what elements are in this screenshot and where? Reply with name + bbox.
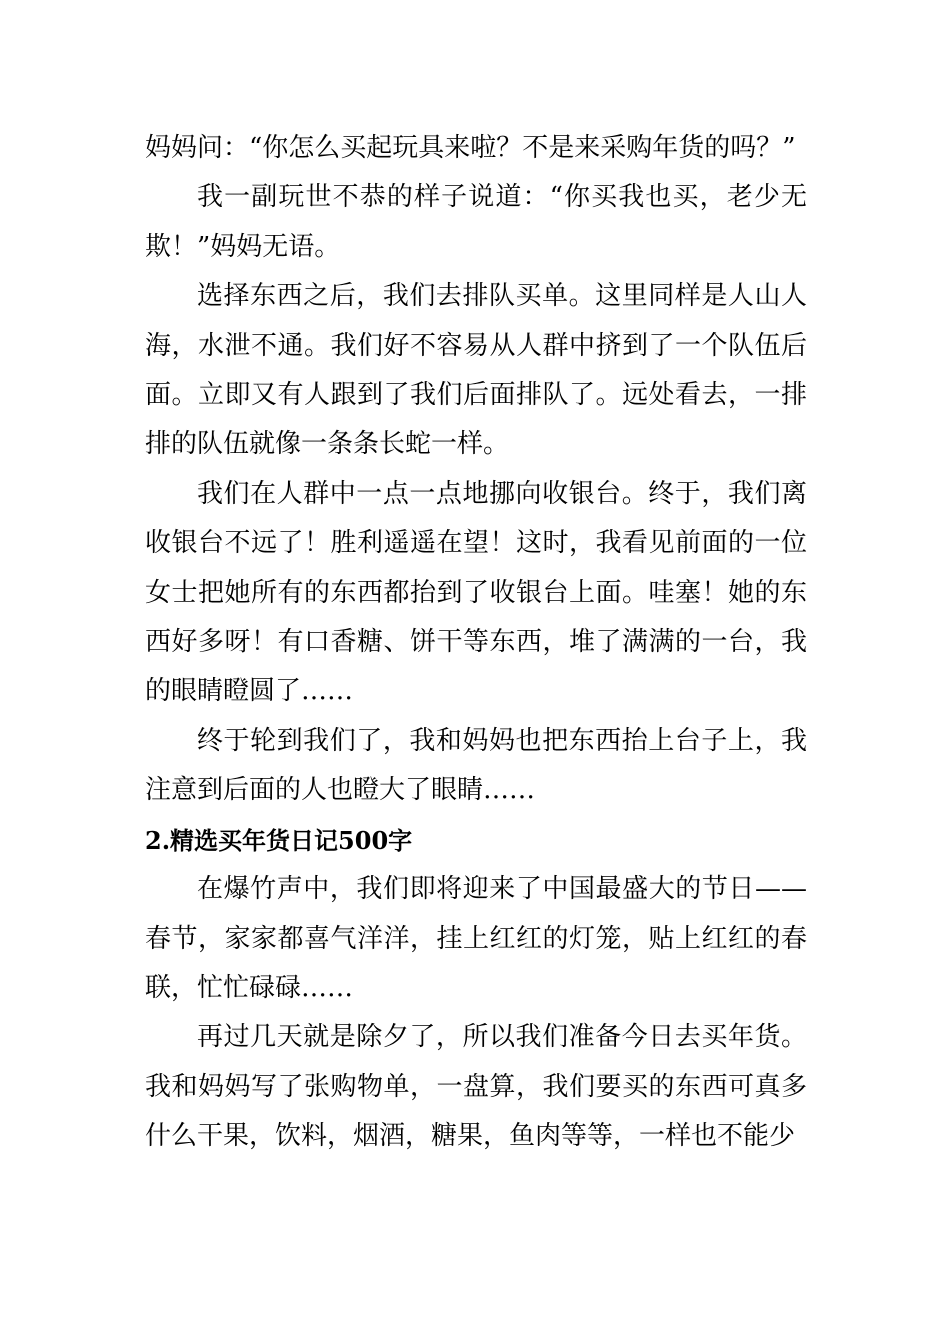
section-heading: 2.精选买年货日记500字 bbox=[145, 825, 413, 855]
paragraph-shopping-list: 再过几天就是除夕了，所以我们准备今日去买年货。我和妈妈写了张购物单，一盘算，我们要买的东西可真多什么干果，饮料，烟酒，糖果，鱼肉等等，一样也不能少 bbox=[145, 1022, 807, 1152]
paragraph-spring-festival: 在爆竹声中，我们即将迎来了中国最盛大的节日——春节，家家都喜气洋洋，挂上红红的灯笼，贴上红红的春联，忙忙碌碌…… bbox=[145, 874, 807, 1003]
document-body bbox=[145, 124, 807, 1162]
paragraph-my-reply: 我一副玩世不恭的样子说道：“你买我也买，老少无欺！”妈妈无语。 bbox=[145, 182, 807, 262]
paragraph-queue: 选择东西之后，我们去排队买单。这里同样是人山人海，水泄不通。我们好不容易从人群中挤到了一个队伍后面。立即又有人跟到了我们后面排队了。远处看去，一排排的队伍就像一条条长蛇一样。 bbox=[145, 281, 807, 460]
paragraph-mom-question: 妈妈问：“你怎么买起玩具来啦？不是来采购年货的吗？” bbox=[145, 133, 796, 163]
paragraph-our-turn: 终于轮到我们了，我和妈妈也把东西抬上台子上，我注意到后面的人也瞪大了眼睛…… bbox=[145, 725, 807, 806]
paragraph-cashier: 我们在人群中一点一点地挪向收银台。终于，我们离收银台不远了！胜利遥遥在望！这时，我看见前面的一位女士把她所有的东西都抬到了收银台上面。哇塞！她的东西好多呀！有口香糖、饼干等东西，堆了满满的一台，我的眼睛瞪圆了…… bbox=[145, 478, 807, 707]
